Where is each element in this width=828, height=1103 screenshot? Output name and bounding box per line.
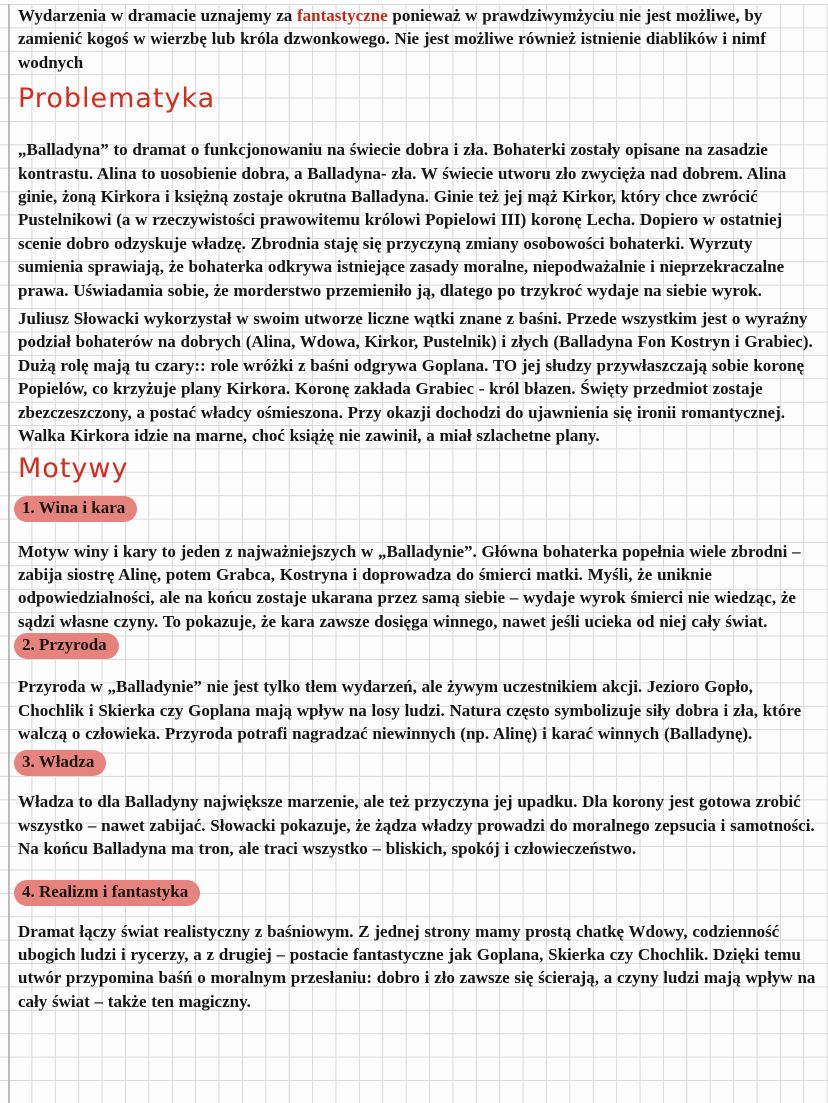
problematyka-paragraph-1: „Balladyna” to dramat o funkcjonowaniu na świecie dobra i zła. Bohaterki zostały opisane na zasadzie kontrastu. Alina to uosobienie dobra, a Balladyna- zła. W świecie utworu zło zwycięża nad dobrem. Alina ginie, żoną Kirkora i księżną zostaje okrutna Balladyna. Ginie też jej mąż Kirkor, który chce zwrócić Pustelnikowi (a w rzeczywistości prawowitemu królowi Popielowi III) koronę Lecha. Dopiero w ostatniej scenie dobro odzyskuje władzę. Zbrodnia staję się przyczyną zmiany osobowości bohaterki. Wyrzuty sumienia sprawiają, że bohaterka odkrywa istniejące zasady moralne, niepodważalnie i nieprzekraczalne prawa. Uświadamia sobie, że morderstwo przemieniło ją, dlatego po trzykroć wydaje na siebie wyrok. bbox=[18, 140, 787, 300]
motif-paragraph-wina-i-kara: Motyw winy i kary to jeden z najważniejszych w „Balladynie”. Główna bohaterka popełnia wiele zbrodni – zabija siostrę Alinę, potem Grabca, Kostryna i doprowadza do śmierci matki. Myśli, że uniknie odpowiedzialności, ale na końcu zostaje ukarana przez samą siebie – wydaje wyrok śmierci nie wiedząc, że sądzi własne czyny. To pokazuje, że kara zawsze dosięga winnego, nawet jeśli ucieka od niej cały świat. bbox=[18, 541, 801, 631]
intro-paragraph bbox=[18, 4, 818, 74]
heading-motywy: Motywy bbox=[18, 452, 129, 484]
motif-pill-wladza: 3. Władza bbox=[14, 750, 106, 776]
motif-paragraph-realizm-i-fantastyka: Dramat łączy świat realistyczny z baśniowym. Z jednej strony mamy prostą chatkę Wdowy, codzienność ubogich ludzi i rycerzy, a z drugiej – postacie fantastyczne jak Goplana, Skierka czy Chochlik. Dzięki temu utwór przypomina baśń o moralnym przesłaniu: dobro i zło zawsze się ścierają, a czyny ludzi mają wpływ na cały świat – także ten magiczny. bbox=[18, 921, 816, 1011]
heading-problematyka: Problematyka bbox=[18, 83, 216, 115]
motif-label-row-przyroda bbox=[18, 633, 818, 659]
motif-pill-przyroda: 2. Przyroda bbox=[14, 633, 119, 659]
motif-paragraph-przyroda: Przyroda w „Balladynie” nie jest tylko tłem wydarzeń, ale żywym uczestnikiem akcji. Jezioro Gopło, Chochlik i Skierka czy Goplana mają wpływ na losy ludzi. Natura często symbolizuje siły dobra i zła, które walczą o człowieka. Przyroda potrafi nagradzać niewinnych (np. Alinę) i karać winnych (Balladynę). bbox=[18, 677, 802, 743]
motif-label-row-wina-i-kara bbox=[18, 496, 818, 522]
left-margin-line bbox=[8, 4, 10, 1103]
motif-pill-realizm-i-fantastyka: 4. Realizm i fantastyka bbox=[14, 880, 200, 906]
motif-label-row-wladza bbox=[18, 750, 818, 776]
notebook-page bbox=[0, 4, 828, 1103]
accent-word-fantastyczne: fantastyczne bbox=[297, 6, 388, 25]
motif-pill-wina-i-kara: 1. Wina i kara bbox=[14, 496, 137, 522]
motif-label-row-realizm-i-fantastyka bbox=[18, 880, 818, 906]
intro-text-before: Wydarzenia w dramacie uznajemy za bbox=[18, 6, 298, 25]
motif-paragraph-wladza: Władza to dla Balladyny największe marzenie, ale też przyczyna jej upadku. Dla korony jest gotowa zrobić wszystko – nawet zabijać. Słowacki pokazuje, że żądza władzy prowadzi do moralnego zepsucia i samotności. Na końcu Balladyna ma tron, ale traci wszystko – bliskich, spokój i człowieczeństwo. bbox=[18, 792, 815, 859]
problematyka-paragraph-2: Juliusz Słowacki wykorzystał w swoim utworze liczne wątki znane z baśni. Przede wszystkim jest o wyraźny podział bohaterów na dobrych (Alina, Wdowa, Kirkor, Pustelnik) i złych (Balladyna Fon Kostryn i Grabiec). Dużą rolę mają tu czary:: role wróżki z baśni odgrywa Goplana. TO jej słudzy przywłaszczają sobie koronę Popielów, co krzyżuje plany Kirkora. Koronę zakłada Grabiec - król błazen. Święty przedmiot zostaje zbezczeszczony, a postać władcy ośmieszona. Przy okazji dochodzi do ujawnienia się ironii romantycznej. Walka Kirkora idzie na marne, choć książę nie zawinił, a miał szlachetne plany. bbox=[18, 309, 813, 446]
intro-text-after: ponieważ w prawdziwymżyciu nie jest możliwe, by zamienić kogoś w wierzbę lub króla dzwonkowego. Nie jest możliwe również istnienie diablików i nimf wodnych bbox=[18, 6, 766, 72]
